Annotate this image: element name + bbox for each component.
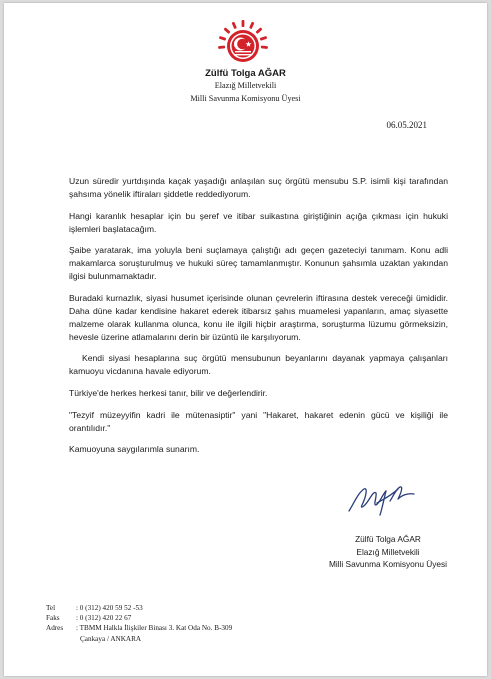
paragraph-1: Uzun süredir yurtdışında kaçak yaşadığı anlaşılan suç örgütü mensubu S.P. isimli kişi tarafından şahsıma yönelik iftiraları şiddetle reddediyorum. (69, 176, 448, 199)
tel-value: : 0 (312) 420 59 52 -53 (76, 604, 143, 612)
signature-role: Milli Savunma Komisyonu Üyesi (328, 559, 448, 569)
handwritten-signature (346, 481, 418, 519)
paragraph-2: Hangi karanlık hesaplar için bu şeref ve itibar suikastına giriştiğinin açığa çıkması için hukuki işlemleri başlatacağım. (69, 210, 448, 234)
letter-date: 06.05.2021 (386, 120, 427, 130)
header-role: Milli Savunma Komisyonu Üyesi (190, 94, 301, 103)
paragraph-6: Türkiye'de herkes herkesi tanır, bilir ve değerlendirir. (69, 387, 268, 398)
paragraph-4: Buradaki kurnazlık, siyasi husumet içerisinde olunan çevrelerin iftirasına destek vereceği ümididir. Daha düne kadar kendisine hakaret ederek itibarsız şahıs muamelesi yapanların, amaç siyasette malzeme olarak kullanma olunca, konu ile ilgili hiçbir araştırma, soruşturma lüzumu görmeksizin, hevesle üzerine atlamalarını derin bir üzüntü ile karşılıyorum. (69, 292, 448, 342)
footer-fax-row (46, 613, 232, 623)
fax-value: : 0 (312) 420 22 67 (76, 614, 132, 623)
paragraph-8: Kamuoyuna saygılarımla sunarım. (69, 444, 200, 455)
letter-body (69, 175, 448, 465)
paragraph-3: Şaibe yaratarak, ima yoluyla beni suçlamaya çalıştığı adı geçen gazeteciyi tanımam. Konu adli makamlarca soruşturulmuş ve hukuki süreç tamamlanmıştır. Konunun şahsımla uzaktan yakından ilgisi bulunmamaktadır. (69, 245, 448, 282)
footer-tel-row (46, 603, 232, 613)
paragraph-5: Kendi siyasi hesaplarına suç örgütü mensubunun beyanlarını dayanak yapmaya çalışanları kamuoyu vicdanına havale ediyorum. (69, 353, 448, 377)
letter-page (4, 3, 487, 676)
footer-address-row (46, 623, 232, 633)
contact-footer (46, 603, 232, 644)
signature-province: Elazığ Milletvekili (356, 546, 420, 557)
fax-label: Faks (46, 614, 60, 623)
tel-label: Tel (46, 604, 56, 612)
signature-name: Zülfü Tolga AĞAR (355, 534, 421, 544)
header-name: Zülfü Tolga AĞAR (205, 68, 286, 79)
signature-block (308, 533, 468, 571)
header-province: Elazığ Milletvekili (214, 81, 277, 90)
paragraph-7: "Tezyif müzeyyifin kadri ile mütenasiptir" yani "Hakaret, hakaret edenin gücü ve kişiliği ile orantılıdır." (69, 409, 448, 433)
tbmm-emblem-icon (217, 19, 269, 71)
address-line-2: Çankaya / ANKARA (80, 634, 142, 643)
address-label: Adres (46, 624, 64, 633)
footer-address-row-2 (46, 634, 232, 644)
address-line-1: : TBMM Halkla İlişkiler Binası 3. Kat Oda No. B-309 (76, 624, 233, 633)
